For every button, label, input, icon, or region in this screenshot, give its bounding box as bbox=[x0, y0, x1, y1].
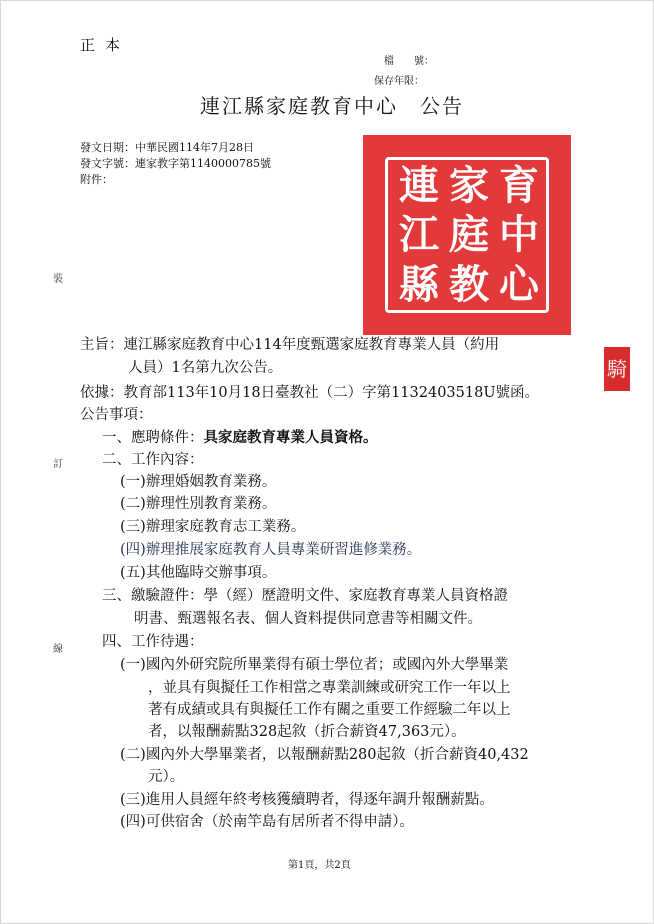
title-agency: 連江縣家庭教育中心 bbox=[200, 94, 398, 118]
item-2-5: (五)其他臨時交辦事項。 bbox=[120, 565, 277, 581]
basis-line: 依據：教育部113年10月18日臺教社（二）字第1132403518U號函。 bbox=[80, 385, 540, 401]
subject-line-1: 主旨：連江縣家庭教育中心114年度甄選家庭教育專業人員（約用 bbox=[80, 337, 500, 353]
seal-character: 江 bbox=[399, 211, 439, 259]
page-footer: 第1頁，共2頁 bbox=[288, 860, 351, 871]
file-number-label: 檔 號： bbox=[384, 56, 434, 67]
item-2-4: (四)辦理推展家庭教育人員專業研習進修業務。 bbox=[120, 542, 422, 558]
item-4-1-line-4: 者，以報酬薪點328起敘（折合薪資47,363元）。 bbox=[148, 724, 466, 740]
seal-character: 育 bbox=[499, 162, 539, 209]
seam-stamp: 騎 bbox=[604, 347, 630, 391]
binding-mark-bottom: 線 bbox=[53, 644, 63, 655]
item-4-3: (三)進用人員經年終考核獲續聘者，得逐年調升報酬薪點。 bbox=[120, 792, 494, 808]
items-header: 公告事項： bbox=[80, 407, 153, 423]
seal-characters bbox=[394, 162, 544, 310]
item-4-2-line-1: (二)國內外大學畢業者，以報酬薪點280起敘（折合薪資40,432 bbox=[120, 747, 529, 763]
seal-character: 中 bbox=[499, 211, 539, 259]
seal-character: 家 bbox=[449, 162, 489, 209]
binding-mark-top: 裝 bbox=[53, 274, 63, 285]
item-4: 四、工作待遇： bbox=[102, 634, 204, 650]
item-3-line-1: 三、繳驗證件：學（經）歷證明文件、家庭教育專業人員資格證 bbox=[102, 588, 508, 604]
seal-character: 教 bbox=[449, 260, 489, 308]
item-4-2-line-2: 元）。 bbox=[148, 769, 185, 785]
seal-character: 心 bbox=[499, 260, 539, 308]
item-1 bbox=[102, 426, 378, 447]
item-4-1-line-1: (一)國內外研究院所畢業得有碩士學位者；或國內外大學畢業 bbox=[120, 657, 509, 673]
item-3-line-2: 明書、甄選報名表、個人資料提供同意書等相關文件。 bbox=[134, 611, 482, 627]
document-title bbox=[200, 90, 464, 119]
item-1-requirement: 具家庭教育專業人員資格。 bbox=[203, 429, 378, 446]
issue-number: 發文字號：連家教字第1140000785號 bbox=[80, 157, 271, 170]
issue-date: 發文日期：中華民國114年7月28日 bbox=[80, 141, 254, 154]
item-2-2: (二)辦理性別教育業務。 bbox=[120, 496, 277, 512]
copy-label: 正本 bbox=[80, 36, 131, 54]
seal-character: 縣 bbox=[399, 260, 439, 308]
item-2: 二、工作內容： bbox=[102, 452, 204, 468]
item-4-1-line-3: 著有成績或具有與擬任工作有關之重要工作經驗二年以上 bbox=[148, 702, 511, 718]
seal-border bbox=[385, 157, 549, 313]
item-4-1-line-2: ，並具有與擬任工作相當之專業訓練或研究工作一年以上 bbox=[148, 680, 511, 696]
retention-label: 保存年限： bbox=[374, 76, 424, 87]
seal-character: 連 bbox=[399, 162, 439, 209]
subject-line-2: 人員）1名第九次公告。 bbox=[128, 360, 283, 376]
title-type: 公告 bbox=[420, 94, 464, 118]
item-2-3: (三)辦理家庭教育志工業務。 bbox=[120, 519, 306, 535]
item-1-label: 一、應聘條件： bbox=[102, 430, 204, 446]
attachment-label: 附件： bbox=[80, 173, 113, 186]
item-4-4: (四)可供宿舍（於南竿島有居所者不得申請）。 bbox=[120, 814, 415, 830]
item-2-1: (一)辦理婚姻教育業務。 bbox=[120, 474, 277, 490]
binding-mark-middle: 訂 bbox=[53, 459, 63, 470]
seal-character: 庭 bbox=[449, 211, 489, 259]
official-seal bbox=[363, 135, 571, 335]
